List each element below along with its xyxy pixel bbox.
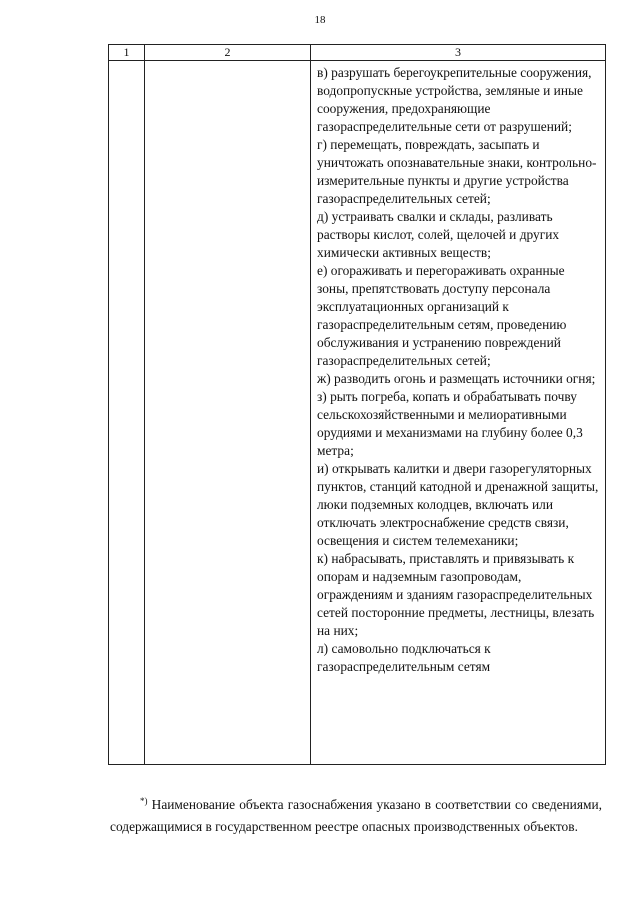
table-cell-col3 [311, 61, 606, 765]
column-header-3: 3 [311, 45, 606, 61]
prohibition-item-g: г) перемещать, повреждать, засыпать и уничтожать опознавательные знаки, контрольно-измерительные пункты и другие устройства газораспределительных сетей; [317, 137, 597, 206]
column-header-1: 1 [109, 45, 145, 61]
table-cell-col1 [109, 61, 145, 765]
prohibition-item-zh: ж) разводить огонь и размещать источники огня; [317, 371, 596, 386]
table-cell-col2 [145, 61, 311, 765]
footnote-marker: *) [140, 796, 148, 806]
table-row [109, 61, 606, 765]
prohibition-item-k: к) набрасывать, приставлять и привязывать к опорам и надземным газопроводам, ограждениям и зданиям газораспределительных сетей посторонние предметы, лестницы, влезать на них; [317, 551, 595, 638]
footnote [110, 790, 602, 838]
prohibition-item-l: л) самовольно подключаться к газораспределительным сетям [317, 641, 491, 674]
prohibition-item-i: и) открывать калитки и двери газорегуляторных пунктов, станций катодной и дренажной защиты, люки подземных колодцев, включать или отключать электроснабжение средств связи, освещения и систем телемеханики; [317, 461, 599, 548]
page-number: 18 [314, 14, 326, 26]
prohibition-item-d: д) устраивать свалки и склады, разливать растворы кислот, солей, щелочей и других химически активных веществ; [317, 209, 560, 260]
document-table [108, 44, 606, 765]
prohibition-item-e: е) огораживать и перегораживать охранные зоны, препятствовать доступу персонала эксплуатационных организаций к газораспределительным сетям, проведению обслуживания и устранению повреждений газораспределительных сетей; [317, 263, 567, 368]
footnote-text: Наименование объекта газоснабжения указано в соответствии со сведениями, содержащимися в государственном реестре опасных производственных объектов. [110, 797, 602, 834]
table-header-row [109, 45, 606, 61]
prohibition-item-v: в) разрушать берегоукрепительные сооружения, водопропускные устройства, земляные и иные сооружения, предохраняющие газораспределительные сети от разрушений; [317, 65, 592, 134]
column-header-2: 2 [145, 45, 311, 61]
prohibition-item-z: з) рыть погреба, копать и обрабатывать почву сельскохозяйственными и мелиоративными орудиями и механизмами на глубину более 0,3 метра; [317, 389, 583, 458]
